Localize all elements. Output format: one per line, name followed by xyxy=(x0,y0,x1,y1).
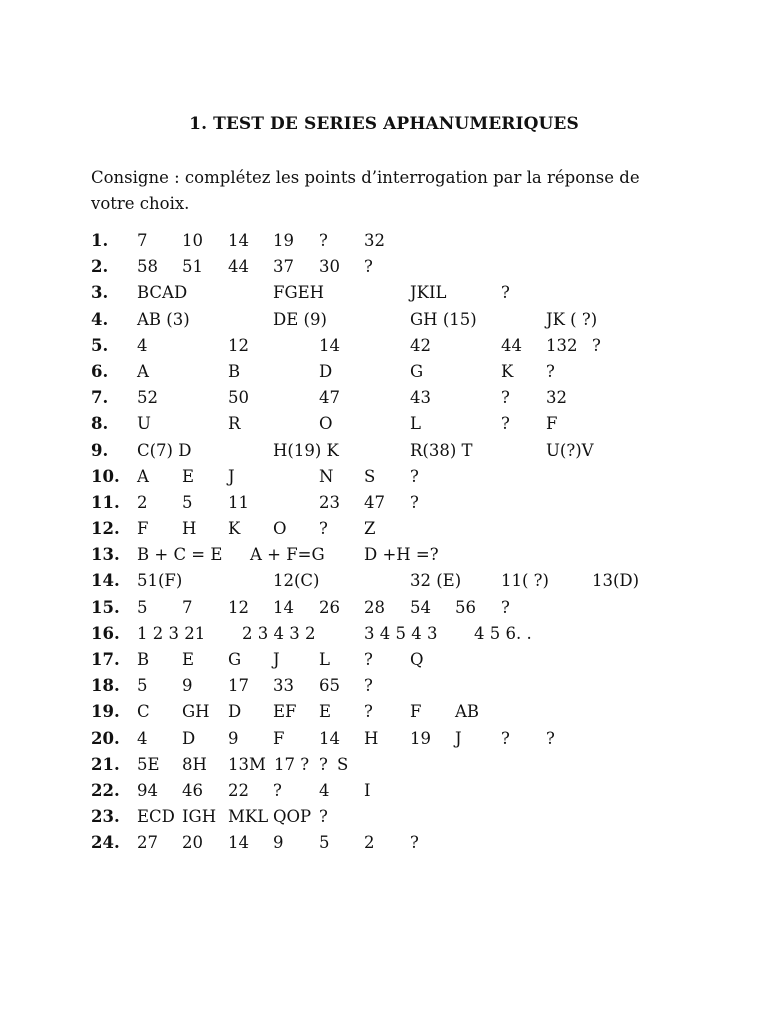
series-term: J xyxy=(455,728,462,748)
series-term: ? xyxy=(319,754,328,774)
series-number: 16. xyxy=(91,623,120,643)
series-term: IGH xyxy=(182,807,217,827)
series-row xyxy=(0,307,768,333)
series-row xyxy=(0,778,768,804)
series-term: DE (9) xyxy=(273,309,327,329)
series-term: 4 xyxy=(137,335,148,355)
series-term: A + F=G xyxy=(250,545,325,565)
series-term: 50 xyxy=(228,388,249,408)
series-term: F xyxy=(137,519,149,539)
series-term: L xyxy=(410,414,421,434)
series-term: 5 xyxy=(319,833,330,853)
series-term: JK ( ?) xyxy=(546,309,598,329)
series-term: 47 xyxy=(319,388,340,408)
series-number: 19. xyxy=(91,702,120,722)
series-term: 54 xyxy=(410,597,431,617)
series-number: 12. xyxy=(91,519,120,539)
series-number: 9. xyxy=(91,440,109,460)
series-term: ? xyxy=(546,728,555,748)
series-term: ? xyxy=(501,728,510,748)
series-term: 12 xyxy=(228,597,249,617)
series-term: 2 3 4 3 2 xyxy=(242,623,316,643)
series-term: U xyxy=(137,414,151,434)
series-term: 23 xyxy=(319,492,340,512)
series-term: 42 xyxy=(410,335,431,355)
series-term: 1 2 3 21 xyxy=(137,623,206,643)
series-term: ? xyxy=(546,361,555,381)
series-number: 11. xyxy=(91,492,120,512)
series-row xyxy=(0,830,768,856)
series-term: 9 xyxy=(228,728,239,748)
series-term: 9 xyxy=(182,676,193,696)
series-term: 44 xyxy=(228,257,249,277)
series-term: GH xyxy=(182,702,210,722)
series-row xyxy=(0,228,768,254)
series-number: 17. xyxy=(91,650,120,669)
series-term: 7 xyxy=(182,597,193,617)
series-term: H(19) K xyxy=(273,440,339,460)
series-term: 11 xyxy=(228,492,249,512)
series-term: 4 xyxy=(137,728,148,748)
series-term: 46 xyxy=(182,780,203,800)
series-term: 14 xyxy=(228,833,249,853)
series-term: GH (15) xyxy=(410,309,477,329)
series-term: ? xyxy=(273,780,282,800)
series-term: 13(D) xyxy=(592,571,640,591)
series-term: AB xyxy=(455,702,480,722)
series-term: B + C = E xyxy=(137,545,223,565)
series-term: F xyxy=(273,728,285,748)
series-term: ? xyxy=(319,231,328,250)
series-term: 2 xyxy=(137,492,148,512)
series-number: 3. xyxy=(91,283,109,303)
series-term: J xyxy=(228,466,235,486)
series-term: 65 xyxy=(319,676,340,696)
series-term: 20 xyxy=(182,833,203,853)
series-term: 132 xyxy=(546,335,578,355)
series-term: ? xyxy=(364,676,373,696)
series-row xyxy=(0,647,768,673)
series-term: U(?)V xyxy=(546,440,594,460)
series-term: Z xyxy=(364,519,376,539)
series-term: FGEH xyxy=(273,283,325,303)
series-number: 24. xyxy=(91,833,120,853)
series-term: 51(F) xyxy=(137,571,183,591)
series-number: 13. xyxy=(91,545,120,565)
series-term: D xyxy=(319,361,333,381)
series-term: ? xyxy=(410,833,419,853)
series-number: 18. xyxy=(91,676,120,696)
series-term: N xyxy=(319,466,334,486)
series-term: BCAD xyxy=(137,283,188,303)
series-row xyxy=(0,542,768,568)
series-row xyxy=(0,438,768,464)
series-number: 22. xyxy=(91,780,120,800)
series-term: 14 xyxy=(228,231,249,250)
series-term: ? xyxy=(364,702,373,722)
series-term: F xyxy=(410,702,422,722)
series-term: O xyxy=(273,519,287,539)
series-row xyxy=(0,411,768,437)
series-term: D xyxy=(228,702,242,722)
series-number: 20. xyxy=(91,728,120,748)
series-term: 32 xyxy=(364,231,385,250)
series-term: 8H xyxy=(182,754,207,774)
series-row xyxy=(0,568,768,594)
series-term: G xyxy=(228,650,242,669)
series-term: AB (3) xyxy=(137,309,190,329)
series-term: 32 (E) xyxy=(410,571,462,591)
series-row xyxy=(0,464,768,490)
series-term: L xyxy=(319,650,330,669)
series-term: 47 xyxy=(364,492,385,512)
series-term: C xyxy=(137,702,150,722)
series-term: 52 xyxy=(137,388,158,408)
series-number: 15. xyxy=(91,597,120,617)
series-term: K xyxy=(501,361,514,381)
series-term: 13M xyxy=(228,754,266,774)
series-term: 14 xyxy=(319,335,340,355)
series-term: ? xyxy=(319,807,328,827)
series-number: 8. xyxy=(91,414,109,434)
instruction-text xyxy=(91,165,691,217)
series-number: 7. xyxy=(91,388,109,408)
series-row xyxy=(0,385,768,411)
series-row xyxy=(0,752,768,778)
series-term: 4 5 6. . xyxy=(474,623,532,643)
series-term: 30 xyxy=(319,257,340,277)
series-term: 10 xyxy=(182,231,203,250)
series-term: A xyxy=(137,361,149,381)
series-term: H xyxy=(364,728,379,748)
series-row xyxy=(0,280,768,306)
series-term: ? xyxy=(364,257,373,277)
series-term: Q xyxy=(410,650,424,669)
series-list xyxy=(0,228,768,857)
series-term: 12 xyxy=(228,335,249,355)
series-term: I xyxy=(364,780,371,800)
series-term: 32 xyxy=(546,388,567,408)
series-term: B xyxy=(228,361,241,381)
series-term: R xyxy=(228,414,241,434)
series-term: R(38) T xyxy=(410,440,473,460)
series-number: 21. xyxy=(91,754,120,774)
series-term: 3 4 5 4 3 xyxy=(364,623,438,643)
series-term: ? xyxy=(501,283,510,303)
series-term: D xyxy=(182,728,196,748)
series-term: A xyxy=(137,466,149,486)
series-term: E xyxy=(182,650,195,669)
series-term: QOP xyxy=(273,807,312,827)
series-term: 56 xyxy=(455,597,476,617)
series-number: 5. xyxy=(91,335,109,355)
series-term: ? xyxy=(501,597,510,617)
series-row xyxy=(0,595,768,621)
instruction-line: votre choix. xyxy=(91,194,190,213)
series-term: 43 xyxy=(410,388,431,408)
series-term: 2 xyxy=(364,833,375,853)
series-number: 23. xyxy=(91,807,120,827)
series-term: K xyxy=(228,519,241,539)
series-term: 5 xyxy=(137,676,148,696)
series-row xyxy=(0,621,768,647)
series-number: 10. xyxy=(91,466,120,486)
series-term: B xyxy=(137,650,150,669)
series-term: C(7) D xyxy=(137,440,192,460)
series-term: 5 xyxy=(137,597,148,617)
series-term: ECD xyxy=(137,807,175,827)
series-term: 14 xyxy=(319,728,340,748)
series-term: ? xyxy=(592,335,601,355)
series-row xyxy=(0,333,768,359)
series-term: J xyxy=(273,650,280,669)
series-term: 12(C) xyxy=(273,571,320,591)
series-term: ? xyxy=(319,519,328,539)
series-row xyxy=(0,673,768,699)
document-title: 1. TEST DE SERIES APHANUMERIQUES xyxy=(189,114,579,134)
series-term: ? xyxy=(410,492,419,512)
series-row xyxy=(0,516,768,542)
series-term: S xyxy=(337,754,349,774)
series-term: 9 xyxy=(273,833,284,853)
series-row xyxy=(0,359,768,385)
series-term: 94 xyxy=(137,780,158,800)
series-term: MKL xyxy=(228,807,269,827)
series-term: ? xyxy=(501,414,510,434)
series-term: 26 xyxy=(319,597,340,617)
series-term: ? xyxy=(410,466,419,486)
series-term: 19 xyxy=(273,231,294,250)
series-term: G xyxy=(410,361,424,381)
series-term: 17 ? xyxy=(274,754,310,774)
series-term: 11( ?) xyxy=(501,571,549,591)
series-term: F xyxy=(546,414,558,434)
series-term: 51 xyxy=(182,257,203,277)
series-term: EF xyxy=(273,702,297,722)
series-term: 4 xyxy=(319,780,330,800)
series-row xyxy=(0,490,768,516)
series-row xyxy=(0,699,768,725)
series-term: 19 xyxy=(410,728,431,748)
series-term: 44 xyxy=(501,335,522,355)
series-term: 37 xyxy=(273,257,294,277)
series-term: E xyxy=(182,466,195,486)
series-row xyxy=(0,254,768,280)
series-term: 17 xyxy=(228,676,249,696)
series-number: 1. xyxy=(91,231,109,250)
series-term: H xyxy=(182,519,197,539)
series-term: 28 xyxy=(364,597,385,617)
series-number: 6. xyxy=(91,361,109,381)
series-term: JKIL xyxy=(410,283,447,303)
series-term: 5E xyxy=(137,754,160,774)
instruction-line: Consigne : complétez les points d’interrogation par la réponse de xyxy=(91,168,640,187)
series-term: 58 xyxy=(137,257,158,277)
series-term: 27 xyxy=(137,833,158,853)
series-term: S xyxy=(364,466,376,486)
series-row xyxy=(0,726,768,752)
series-term: ? xyxy=(364,650,373,669)
series-term: 14 xyxy=(273,597,294,617)
series-term: 22 xyxy=(228,780,249,800)
series-number: 14. xyxy=(91,571,120,591)
series-term: ? xyxy=(501,388,510,408)
series-term: 5 xyxy=(182,492,193,512)
series-term: E xyxy=(319,702,332,722)
series-term: O xyxy=(319,414,333,434)
series-number: 4. xyxy=(91,309,109,329)
series-term: D +H =? xyxy=(364,545,439,565)
series-row xyxy=(0,804,768,830)
series-term: 7 xyxy=(137,231,148,250)
series-number: 2. xyxy=(91,257,109,277)
series-term: 33 xyxy=(273,676,294,696)
